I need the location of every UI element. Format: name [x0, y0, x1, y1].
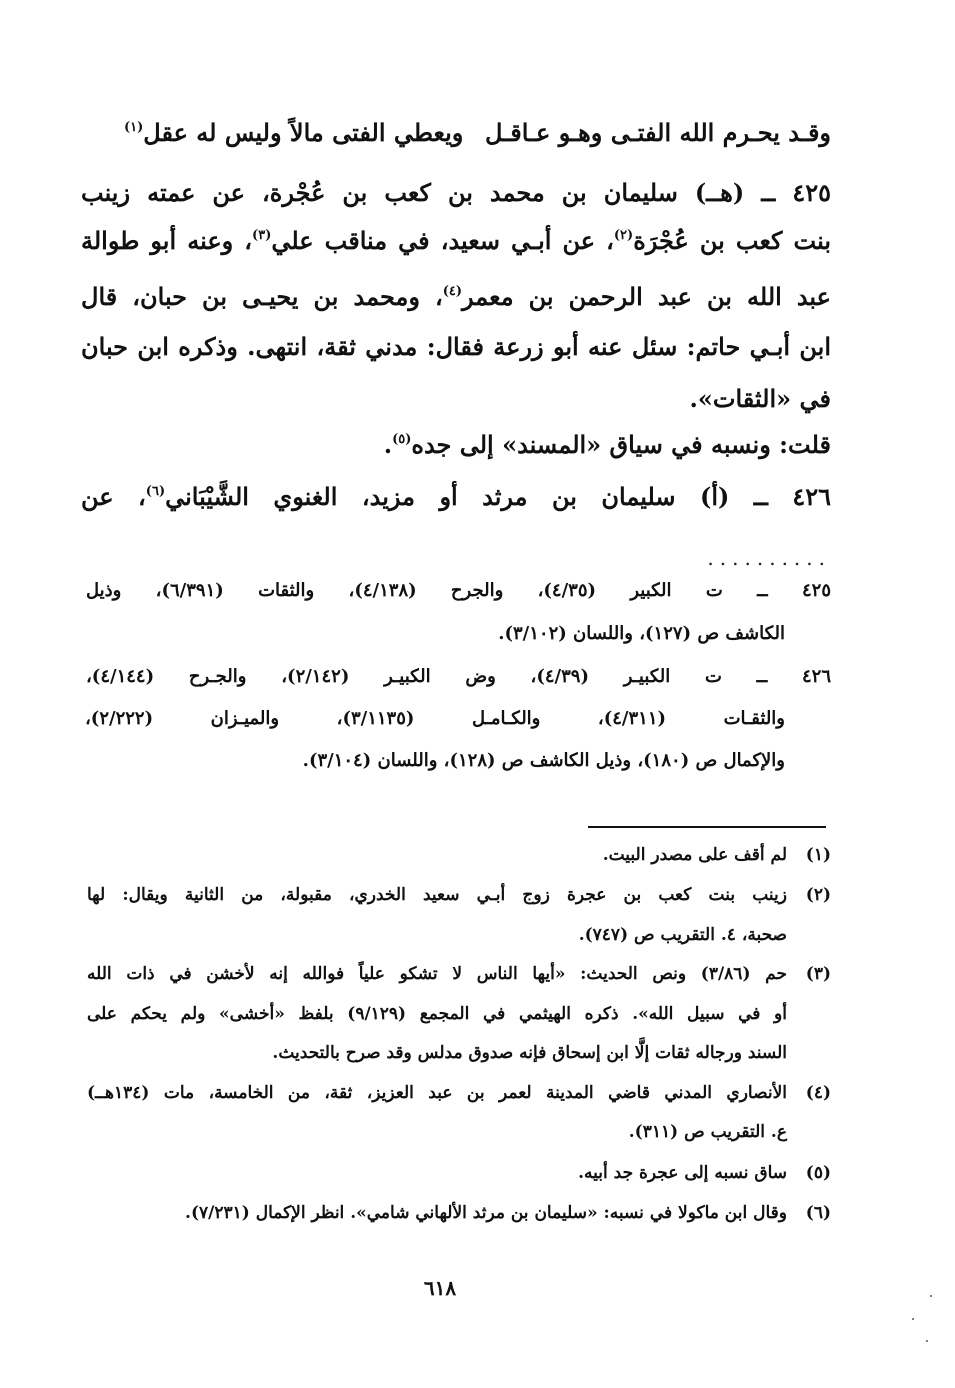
footnote-2-number: (٢): [805, 885, 831, 905]
footnote-5-number: (٥): [805, 1163, 831, 1183]
verse-second-hemistich-text: ويعطي الفتى مالاً وليس له عقل: [143, 118, 464, 147]
entry-425-line-2-part-b: ، عن أبـي سعيد، في مناقب علي: [271, 226, 614, 255]
footnote-separator: [588, 826, 826, 828]
continuation-dots: ..........: [707, 546, 831, 570]
footnote-ref-3: (٣): [252, 228, 272, 243]
entry-425-line-4: ابن أبـي حاتم: سئل عنه أبو زرعة فقال: مدني ثقة، انتهى. وذكره ابن حبان: [81, 332, 831, 361]
footnote-4-line-2: ع. التقريب ص (٣١١).: [628, 1122, 787, 1142]
footnote-3-line-3: السند ورجاله ثقات إلَّا ابن إسحاق فإنه صدوق مدلس وقد صرح بالتحديث.: [272, 1043, 787, 1063]
entry-425-line-2-part-c: ، وعنه أبو طوالة: [81, 226, 253, 255]
footnote-4-line-1: الأنصاري المدني قاضي المدينة لعمر بن عبد العزيز، ثقة، من الخامسة، مات (١٣٤هــ): [87, 1083, 787, 1103]
entry-425-line-3-part-a: عبد الله بن عبد الرحمن بن معمر: [462, 282, 831, 311]
footnote-ref-6: (٦): [145, 484, 166, 499]
source-note-425-line-1: ٤٢٥ ــ ت الكبير (٤/٣٥)، والجرح (٤/١٣٨)، والثقات (٦/٣٩١)، وذيل: [86, 580, 831, 601]
entry-426-line-1-part-b: ، عن: [81, 482, 146, 511]
source-note-426-line-3: والإكمال ص (١٨٠)، وذيل الكاشف ص (١٢٨)، واللسان (٣/١٠٤).: [302, 750, 785, 771]
footnote-4-number: (٤): [805, 1083, 831, 1103]
footnote-6-line-1: وقال ابن ماكولا في نسبه: «سليمان بن مرثد الألهاني شامي». انظر الإكمال (٧/٢٣١).: [185, 1203, 787, 1223]
entry-426-line-1: [81, 482, 831, 511]
footnote-ref-4: (٤): [442, 284, 463, 299]
footnote-ref-1: (١): [124, 120, 144, 135]
entry-425-line-3: [81, 282, 831, 311]
scan-speck: [930, 1295, 932, 1297]
source-note-426-line-2: والثقـات (٤/٣١١)، والكـامـل (٣/١١٣٥)، والميـزان (٢/٢٢٢)،: [85, 708, 785, 729]
verse-first-hemistich: [485, 118, 831, 147]
entry-425-note-part-a: قلت: ونسبه في سياق «المسند» إلى جده: [411, 430, 831, 459]
footnote-5-line-1: ساق نسبه إلى عجرة جد أبيه.: [578, 1163, 787, 1183]
footnote-1-line-1: لم أقف على مصدر البيت.: [602, 845, 787, 865]
verse-second-hemistich: [124, 118, 463, 147]
verse-first-hemistich-text: وقـد يحـرم الله الفتـى وهـو عـاقـل: [485, 118, 831, 147]
page-number: ٦١٨: [423, 1276, 457, 1300]
entry-425-line-1: ٤٢٥ ــ (هــ) سليمان بن محمد بن كعب بن عُجْرة، عن عمته زينب: [81, 178, 831, 207]
entry-425-note-line: [81, 430, 831, 459]
footnote-3-line-1: حم (٣/٨٦) ونص الحديث: «أيها الناس لا تشكو علياً فوالله إنه لأخشن في ذات الله: [87, 964, 787, 984]
entry-425-line-5: في «الثقات».: [689, 384, 831, 413]
footnote-2-line-1: زينب بنت كعب بن عجرة زوج أبـي سعيد الخدري، مقبولة، من الثانية ويقال: لها: [87, 885, 787, 905]
entry-425-line-2-part-a: بنت كعب بن عُجْرَة: [633, 226, 831, 255]
footnote-3-number: (٣): [805, 964, 831, 984]
entry-425-line-3-part-b: ، ومحمد بن يحيـى بن حبان، قال: [81, 282, 443, 311]
footnote-3-line-2: أو في سبيل الله». ذكره الهيثمي في المجمع (٩/١٢٩) بلفظ «أخشى» ولم يحكم على: [87, 1004, 787, 1024]
footnote-1-number: (١): [805, 845, 831, 865]
source-note-425-line-2: الكاشف ص (١٢٧)، واللسان (٣/١٠٢).: [498, 623, 785, 644]
footnote-ref-5: (٥): [392, 432, 412, 447]
scan-speck: [912, 1318, 914, 1320]
source-note-426-line-1: ٤٢٦ ــ ت الكبيـر (٤/٣٩)، وض الكبيـر (٢/١٤٢)، والجـرح (٤/١٤٤)،: [86, 666, 831, 687]
entry-425-line-2: [81, 226, 831, 255]
entry-425-note-part-b: .: [383, 430, 393, 459]
scan-speck: [926, 1340, 928, 1342]
footnote-ref-2: (٢): [613, 228, 634, 243]
footnote-6-number: (٦): [805, 1203, 831, 1223]
entry-426-line-1-part-a: ٤٢٦ ــ (أ) سليمان بن مرثد أو مزيد، الغنوي الشَّيْبَاني: [165, 482, 831, 511]
footnote-2-line-2: صحبة، ٤. التقريب ص (٧٤٧).: [578, 925, 787, 945]
